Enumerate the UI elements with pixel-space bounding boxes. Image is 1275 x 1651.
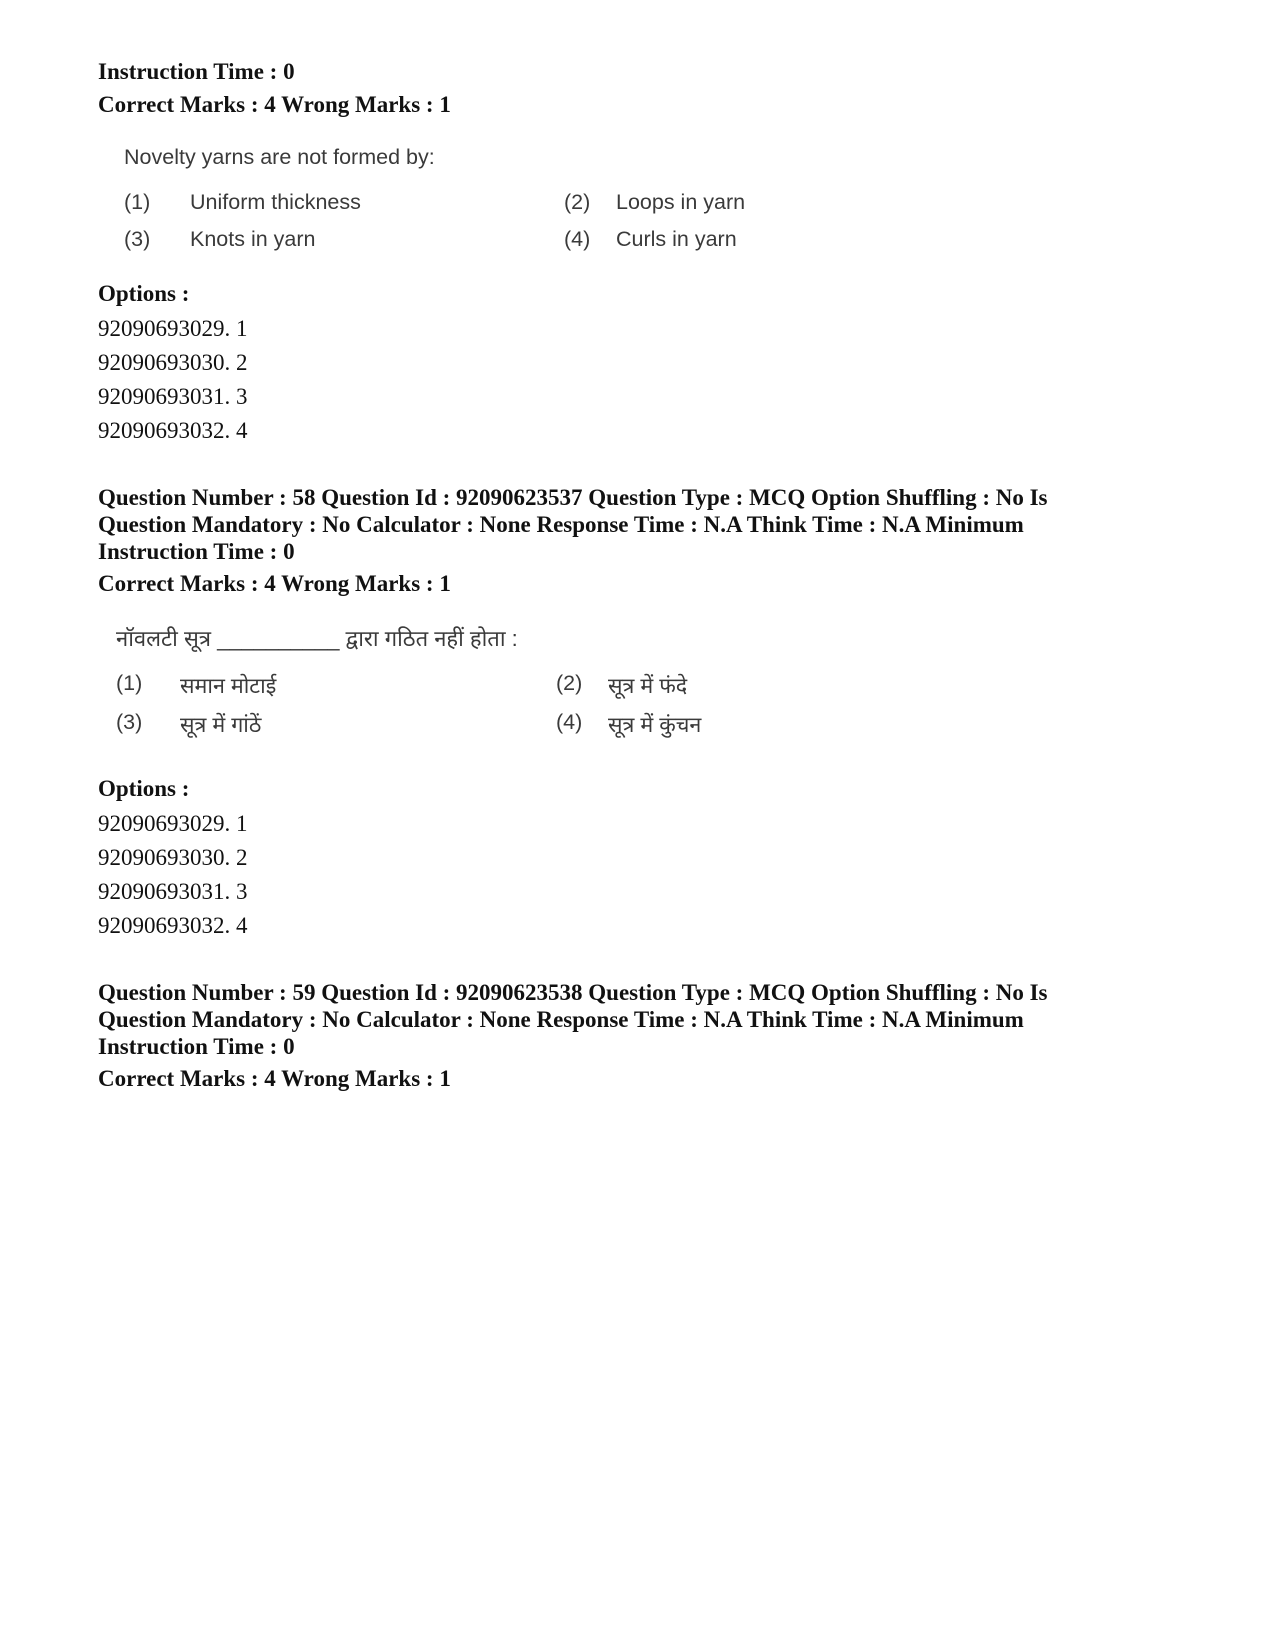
question-block-59 bbox=[98, 979, 1048, 1093]
choice-number: (4) bbox=[564, 227, 591, 251]
options-label: Options : bbox=[98, 776, 190, 801]
question-block-58 bbox=[98, 484, 1048, 598]
marks-line: Correct Marks : 4 Wrong Marks : 1 bbox=[98, 92, 451, 117]
marks-line: Correct Marks : 4 Wrong Marks : 1 bbox=[98, 1066, 451, 1091]
answer-choice bbox=[124, 227, 564, 252]
question-header: Question Mandatory : No Calculator : None Response Time : N.A Think Time : N.A Minimum bbox=[98, 1007, 1024, 1032]
choice-text: समान मोटाई bbox=[180, 674, 277, 698]
choice-number: (1) bbox=[124, 190, 151, 214]
choice-number: (1) bbox=[116, 671, 143, 695]
answer-choice bbox=[116, 671, 556, 700]
option-id: 92090693032. 4 bbox=[98, 913, 248, 938]
answer-choices bbox=[124, 190, 1024, 252]
marks-line: Correct Marks : 4 Wrong Marks : 1 bbox=[98, 571, 451, 596]
instruction-time: Instruction Time : 0 bbox=[98, 539, 295, 564]
option-id: 92090693029. 1 bbox=[98, 316, 248, 341]
answer-choice bbox=[556, 671, 976, 700]
option-id: 92090693029. 1 bbox=[98, 811, 248, 836]
answer-choices bbox=[116, 671, 1016, 739]
option-id: 92090693030. 2 bbox=[98, 845, 248, 870]
option-id: 92090693032. 4 bbox=[98, 418, 248, 443]
options-label: Options : bbox=[98, 281, 190, 306]
option-id: 92090693030. 2 bbox=[98, 350, 248, 375]
choice-number: (3) bbox=[124, 227, 151, 251]
instruction-time: Instruction Time : 0 bbox=[98, 59, 295, 84]
answer-choice bbox=[564, 227, 984, 252]
choice-number: (3) bbox=[116, 710, 143, 734]
question-stem: नॉवलटी सूत्र __________ द्वारा गठित नहीं होता : bbox=[116, 626, 518, 651]
answer-choice bbox=[556, 710, 976, 739]
question-header: Question Mandatory : No Calculator : None Response Time : N.A Think Time : N.A Minimum bbox=[98, 512, 1024, 537]
question-block-57 bbox=[98, 58, 451, 119]
answer-choice bbox=[564, 190, 984, 215]
question-stem: Novelty yarns are not formed by: bbox=[124, 145, 435, 169]
instruction-time: Instruction Time : 0 bbox=[98, 1034, 295, 1059]
choice-number: (2) bbox=[556, 671, 583, 695]
choice-text: सूत्र में कुंचन bbox=[608, 713, 702, 737]
answer-choice bbox=[116, 710, 556, 739]
choice-text: सूत्र में गांठें bbox=[180, 713, 262, 737]
question-header: Question Number : 59 Question Id : 92090623538 Question Type : MCQ Option Shuffling : No Is bbox=[98, 980, 1048, 1005]
question-header: Question Number : 58 Question Id : 92090623537 Question Type : MCQ Option Shuffling : No Is bbox=[98, 485, 1048, 510]
choice-number: (4) bbox=[556, 710, 583, 734]
options-section bbox=[98, 775, 248, 943]
question-content bbox=[124, 145, 1024, 252]
options-section bbox=[98, 280, 248, 448]
question-content bbox=[116, 623, 1016, 739]
option-id: 92090693031. 3 bbox=[98, 879, 248, 904]
choice-text: Loops in yarn bbox=[616, 190, 746, 214]
choice-text: Knots in yarn bbox=[190, 227, 316, 251]
choice-text: Uniform thickness bbox=[190, 190, 361, 214]
answer-choice bbox=[124, 190, 564, 215]
choice-number: (2) bbox=[564, 190, 591, 214]
option-id: 92090693031. 3 bbox=[98, 384, 248, 409]
choice-text: सूत्र में फंदे bbox=[608, 674, 688, 698]
choice-text: Curls in yarn bbox=[616, 227, 737, 251]
